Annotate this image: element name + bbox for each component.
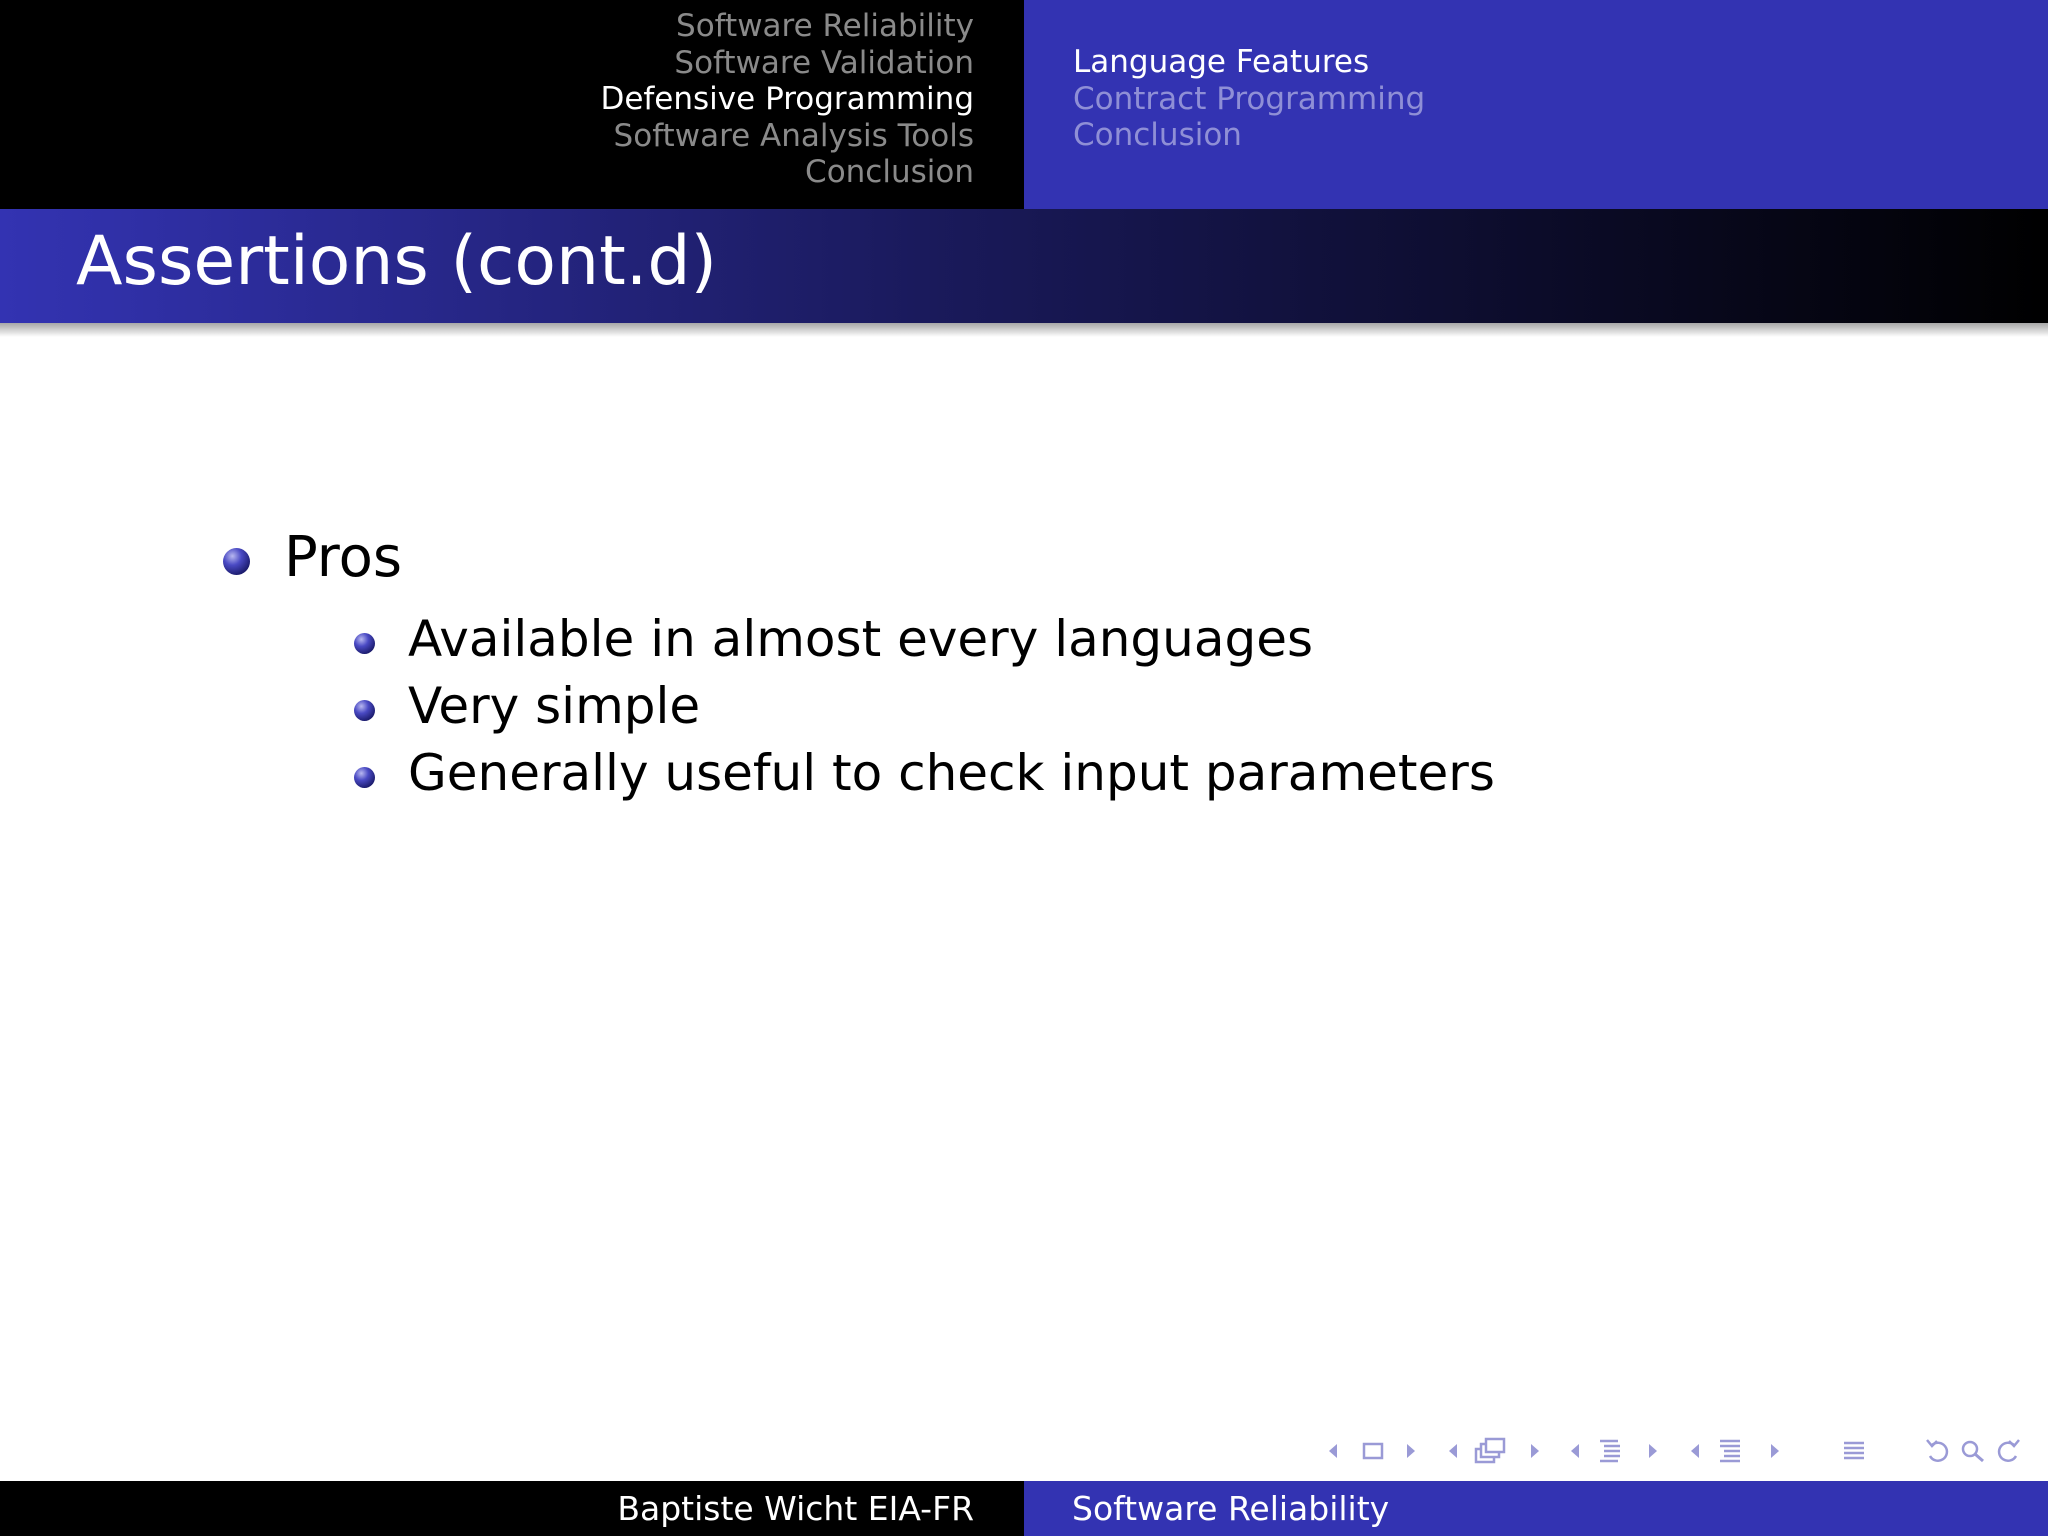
section-item-defensive-programming[interactable]: Defensive Programming (600, 81, 974, 118)
sub-bullet-item: Generally useful to check input parameters (408, 744, 1495, 802)
nav-next-subsection-icon[interactable] (1528, 1434, 1542, 1468)
nav-next-section-icon[interactable] (1646, 1434, 1660, 1468)
footer-author: Baptiste Wicht EIA-FR (617, 1489, 974, 1528)
sub-bullet-icon (354, 633, 375, 654)
subsection-item-language-features[interactable]: Language Features (1073, 44, 1370, 80)
subsection-item-conclusion[interactable]: Conclusion (1073, 117, 1242, 154)
sub-bullet-item: Very simple (408, 677, 701, 735)
section-item-software-analysis-tools[interactable]: Software Analysis Tools (613, 117, 974, 154)
section-icon[interactable] (1598, 1434, 1622, 1468)
footer-title-panel (1024, 1481, 2048, 1536)
sub-bullet-icon (354, 767, 375, 788)
bullet-icon (223, 548, 250, 575)
document-icon[interactable] (1718, 1434, 1742, 1468)
nav-prev-doc-icon[interactable] (1688, 1434, 1702, 1468)
title-bar-shadow (0, 323, 2048, 337)
sub-bullet-item: Available in almost every languages (408, 610, 1314, 668)
subsection-item-contract-programming[interactable]: Contract Programming (1073, 80, 1426, 117)
navigation-symbols (1324, 1434, 2024, 1468)
sub-bullet-icon (354, 700, 375, 721)
footer-title: Software Reliability (1072, 1489, 1390, 1528)
nav-next-frame-icon[interactable] (1404, 1434, 1418, 1468)
undo-icon[interactable] (1924, 1434, 1954, 1468)
header-subsections-panel (1024, 0, 2048, 209)
header-sections-panel (0, 0, 1024, 209)
nav-prev-section-icon[interactable] (1568, 1434, 1582, 1468)
nav-prev-subsection-icon[interactable] (1446, 1434, 1460, 1468)
section-item-software-reliability[interactable]: Software Reliability (676, 8, 974, 44)
subsection-icon[interactable] (1474, 1434, 1506, 1468)
bullet-item-pros: Pros (284, 525, 403, 590)
nav-prev-frame-icon[interactable] (1326, 1434, 1340, 1468)
footer-author-panel (0, 1481, 1024, 1536)
frame-icon[interactable] (1362, 1434, 1384, 1468)
section-item-software-validation[interactable]: Software Validation (674, 44, 974, 81)
frame-title: Assertions (cont.d) (76, 222, 718, 301)
search-icon[interactable] (1958, 1434, 1988, 1468)
section-item-conclusion[interactable]: Conclusion (805, 154, 974, 191)
subsection-list (1073, 44, 1425, 154)
nav-next-doc-icon[interactable] (1768, 1434, 1782, 1468)
redo-icon[interactable] (1992, 1434, 2022, 1468)
section-list (600, 8, 974, 191)
appendix-icon[interactable] (1842, 1434, 1866, 1468)
